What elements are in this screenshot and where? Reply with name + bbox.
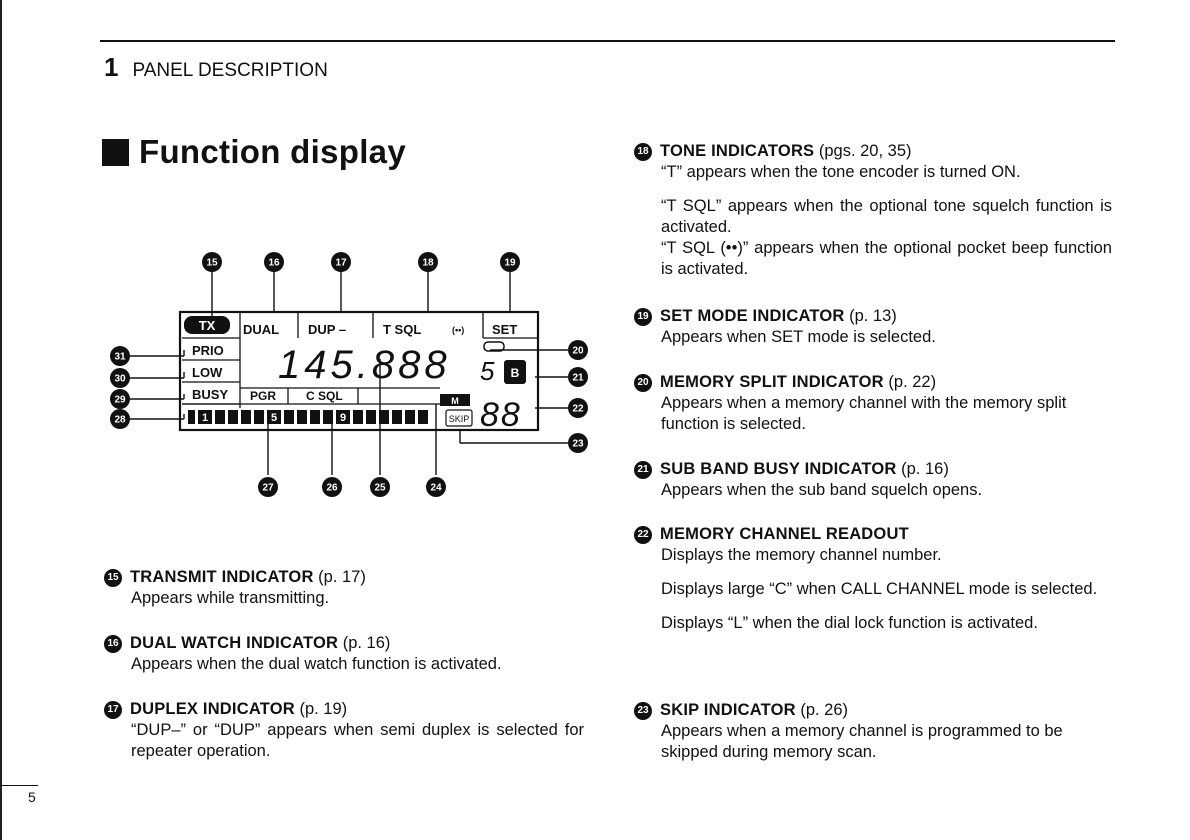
item-text: Appears when the sub band squelch opens. (661, 481, 983, 499)
left-margin-rule (0, 0, 2, 840)
memory-channel-readout: 88 (480, 396, 522, 434)
callout-19-number: 19 (504, 257, 516, 269)
callout-28-number: 28 (114, 414, 126, 426)
item-text: “T SQL (••)” appears when the optional pocket beep function is activated. (661, 239, 1112, 278)
page-header (104, 52, 328, 83)
section-title: Function display (139, 133, 406, 170)
item-title: SKIP INDICATOR (660, 701, 796, 719)
dup-label: DUP – (308, 322, 347, 337)
item-title: DUPLEX INDICATOR (130, 700, 295, 718)
low-label: LOW (192, 365, 223, 380)
item-title: MEMORY SPLIT INDICATOR (660, 373, 884, 391)
header-rule (100, 40, 1115, 42)
item-text: “T SQL” appears when the optional tone squelch function is activated. (661, 197, 1112, 236)
page-ref: (p. 13) (849, 307, 897, 325)
section-marker-icon (102, 139, 129, 166)
s-meter-bar (188, 410, 428, 424)
page-ref: (pgs. 20, 35) (818, 142, 912, 160)
callout-16-number: 16 (268, 257, 280, 269)
item-transmit-indicator (104, 567, 584, 609)
function-display-diagram (100, 240, 620, 510)
item-sub-band-busy-indicator (634, 459, 1112, 501)
callout-16-icon: 16 (104, 635, 122, 653)
pgr-label: PGR (250, 389, 277, 403)
page-ref: (p. 26) (800, 701, 849, 719)
callout-21-number: 21 (572, 372, 584, 384)
callout-30-number: 30 (114, 373, 126, 385)
busy-label: BUSY (192, 387, 229, 402)
s-meter-mark-9: 9 (339, 412, 347, 424)
callout-21-icon: 21 (634, 461, 652, 479)
callout-20-icon: 20 (634, 374, 652, 392)
item-text: “T” appears when the tone encoder is turned ON. (661, 163, 1021, 181)
pocket-beep-label: (••) (452, 325, 465, 335)
callout-18-number: 18 (422, 257, 434, 269)
item-memory-split-indicator (634, 372, 1112, 435)
csql-label: C SQL (306, 389, 343, 403)
callout-17-number: 17 (335, 257, 347, 269)
item-title: SET MODE INDICATOR (660, 307, 845, 325)
item-text: Appears when the dual watch function is activated. (131, 655, 502, 673)
s-meter-mark-5: 5 (270, 412, 278, 424)
set-label: SET (492, 322, 518, 337)
item-title: SUB BAND BUSY INDICATOR (660, 460, 897, 478)
callout-17-icon: 17 (104, 701, 122, 719)
page-number: 5 (28, 789, 36, 805)
page-ref: (p. 16) (901, 460, 949, 478)
sub-band-label: B (510, 366, 520, 380)
item-text: Displays the memory channel number. (661, 546, 942, 564)
prio-label: PRIO (192, 343, 224, 358)
item-dual-watch-indicator (104, 633, 584, 675)
callout-22-icon: 22 (634, 526, 652, 544)
item-memory-channel-readout (634, 524, 1112, 634)
memory-indicator-label: M (451, 396, 459, 406)
frequency-small-digit: 5 (480, 356, 495, 386)
item-text: “DUP–” or “DUP” appears when semi duplex is selected for repeater operation. (131, 721, 584, 760)
page-ref: (p. 22) (888, 373, 937, 391)
callout-24-number: 24 (430, 482, 442, 494)
item-title: TONE INDICATORS (660, 142, 815, 160)
item-tone-indicators (634, 141, 1112, 280)
page-ref: (p. 17) (318, 568, 366, 586)
callout-27-number: 27 (262, 482, 274, 494)
callout-23-icon: 23 (634, 702, 652, 720)
callout-15-icon: 15 (104, 569, 122, 587)
page-ref: (p. 16) (342, 634, 391, 652)
item-title: DUAL WATCH INDICATOR (130, 634, 339, 652)
callout-18-icon: 18 (634, 143, 652, 161)
callout-25-number: 25 (374, 482, 386, 494)
skip-label: SKIP (448, 414, 470, 424)
item-title: MEMORY CHANNEL READOUT (660, 525, 909, 543)
item-text: Appears while transmitting. (131, 589, 330, 607)
callout-22-number: 22 (572, 403, 584, 415)
dual-label: DUAL (243, 322, 280, 337)
item-skip-indicator (634, 700, 1112, 763)
item-text: Appears when a memory channel with the memory split function is selected. (661, 394, 1067, 433)
callout-19-icon: 19 (634, 308, 652, 326)
page-ref: (p. 19) (299, 700, 348, 718)
callout-23-number: 23 (572, 438, 584, 450)
s-meter-mark-1: 1 (201, 412, 209, 424)
item-text: Appears when a memory channel is programmed to be skipped during memory scan. (661, 722, 1063, 761)
callout-31-number: 31 (114, 351, 126, 363)
callout-20-number: 20 (572, 345, 584, 357)
tsql-label: T SQL (383, 322, 422, 337)
item-title: TRANSMIT INDICATOR (130, 568, 314, 586)
item-text: Appears when SET mode is selected. (661, 328, 936, 346)
section-heading (102, 133, 406, 171)
tx-label: TX (198, 318, 216, 333)
item-duplex-indicator (104, 699, 584, 762)
footer-rule (0, 785, 38, 786)
item-set-mode-indicator (634, 306, 1112, 348)
callout-15-number: 15 (206, 257, 218, 269)
chapter-number: 1 (104, 52, 119, 82)
chapter-title: PANEL DESCRIPTION (132, 60, 328, 81)
item-text: Displays large “C” when CALL CHANNEL mode is selected. (661, 580, 1098, 598)
item-text: Displays “L” when the dial lock function is activated. (661, 614, 1038, 632)
callout-26-number: 26 (326, 482, 338, 494)
frequency-readout: 145.888 (278, 343, 451, 387)
callout-29-number: 29 (114, 394, 126, 406)
